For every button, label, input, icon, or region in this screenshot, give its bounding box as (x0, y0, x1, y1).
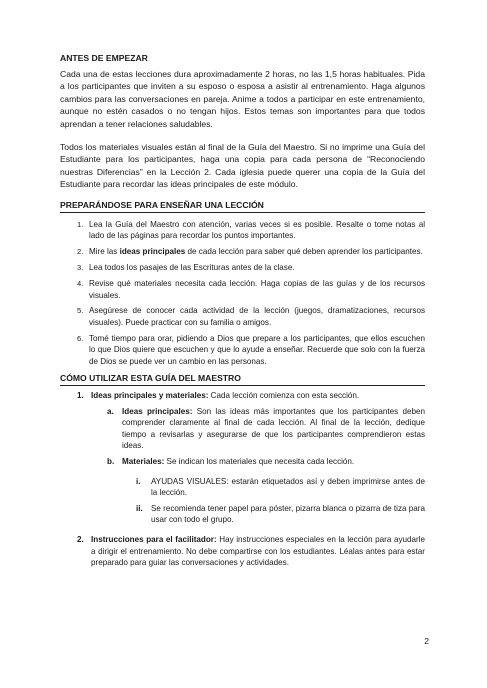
guide-roman: i. (136, 476, 141, 486)
guide-subitem-text: Son las ideas más importantes que los participantes deben comprender claramente al final de cada lección. Al final de la lección, dedique tiempo a revisarlas y asegurarse de que los participantes comprendieron estas ideas. (122, 406, 425, 451)
guide-item-bold: Instrucciones para el facilitador: (91, 534, 217, 544)
list-number: 1. (77, 219, 84, 229)
guide-letter: b. (107, 456, 115, 466)
list-item (60, 262, 425, 274)
list-item (60, 219, 425, 242)
guide-number: 1. (77, 390, 84, 400)
list-item-bold: ideas principales (119, 247, 186, 257)
page-number: 2 (424, 636, 429, 646)
guide-subitem-a (60, 406, 425, 452)
heading-preparandose: PREPARÁNDOSE PARA ENSEÑAR UNA LECCIÓN (60, 199, 425, 213)
heading-antes-de-empezar: ANTES DE EMPEZAR (60, 53, 148, 63)
guide-subsubitem-text: Se recomienda tener papel para póster, pizarra blanca o pizarra de tiza para usar con todo el grupo. (151, 503, 425, 525)
list-number: 4. (77, 278, 84, 288)
guide-subsubitem-ii (60, 503, 425, 526)
guide-item-text: Cada lección comienza con esta sección. (208, 390, 360, 400)
guide-item-2 (60, 534, 425, 569)
guide-letter: a. (107, 406, 114, 416)
list-item (60, 278, 425, 301)
guide-subsubitem-i (60, 476, 425, 499)
guide-item-text: Hay instrucciones especiales en la lección para ayudarle a dirigir el entrenamiento. No debe compartirse con los estudiantes. Léalas antes para estar preparado para guiar las conversaciones y actividades. (91, 534, 426, 568)
list-number: 6. (77, 333, 84, 343)
list-item-text: Lea todos los pasajes de las Escrituras antes de la clase. (89, 263, 295, 273)
list-item-text: Lea la Guía del Maestro con atención, varias veces si es posible. Resalte o tome notas al lado de las páginas para recordar los puntos importantes. (89, 219, 425, 241)
list-item-text-pre: Mire las (89, 247, 120, 257)
guide-subitem-text: Se indican los materiales que necesita cada lección. (164, 456, 355, 466)
list-item-text: Revise qué materiales necesita cada lección. Haga copias de las guías y de los recursos visuales. (89, 278, 425, 300)
guide-subsubitem-text: AYUDAS VISUALES: estarán etiquetados así y deben imprimirse antes de la lección. (151, 476, 425, 498)
guide-number: 2. (77, 534, 84, 544)
paragraph-antes-1: Cada una de estas lecciones dura aproximadamente 2 horas, no las 1,5 horas habituales. Pida a los participantes que inviten a su esposo o esposa a asistir al entrenamiento. Haga algunos cambios para las conversaciones en pareja. Anime a todos a participar en este entrenamiento, aunque no estén casados o no tengan hijos. Estos temas son importantes para que todos aprendan a tener relaciones saludables. (60, 69, 425, 129)
heading-como-utilizar: CÓMO UTILIZAR ESTA GUÍA DEL MAESTRO (60, 372, 425, 386)
list-item-text: Tomé tiempo para orar, pidiendo a Dios que prepare a los participantes, que ellos escuchen lo que Dios quiere que escuchen y que lo ayude a enseñar. Recuerde que solo con la fuerza de Dios se puede ver un cambio en las personas. (89, 333, 425, 367)
list-item-text-post: de cada lección para saber qué deben aprender los participantes. (185, 247, 423, 257)
list-item-text: Asegúrese de conocer cada actividad de la lección (juegos, dramatizaciones, recursos visuales). Puede practicar con su familia o amigos. (89, 306, 425, 327)
guide-subitem-bold: Ideas principales: (122, 406, 193, 416)
list-item (60, 305, 425, 328)
preparation-list (60, 219, 425, 368)
list-number: 5. (77, 306, 84, 316)
list-item (60, 246, 425, 258)
guide-item-bold: Ideas principales y materiales: (91, 390, 209, 400)
guide-roman: ii. (136, 503, 143, 513)
guide-item-1 (60, 390, 425, 402)
list-item (60, 333, 425, 368)
list-number: 3. (77, 263, 84, 273)
guide-subitem-bold: Materiales: (122, 456, 165, 466)
paragraph-antes-2: Todos los materiales visuales están al final de la Guía del Maestro. Si no imprime una Guía del Estudiante para los participantes, haga una copia para cada persona de “Reconociendo nuestras Diferencias” en la Lección 2. Cada iglesia puede querer una copia de la Guía del Estudiante para recordar las ideas principales de este módulo. (60, 142, 425, 190)
list-number: 2. (77, 247, 84, 257)
guide-subitem-b (60, 456, 425, 468)
